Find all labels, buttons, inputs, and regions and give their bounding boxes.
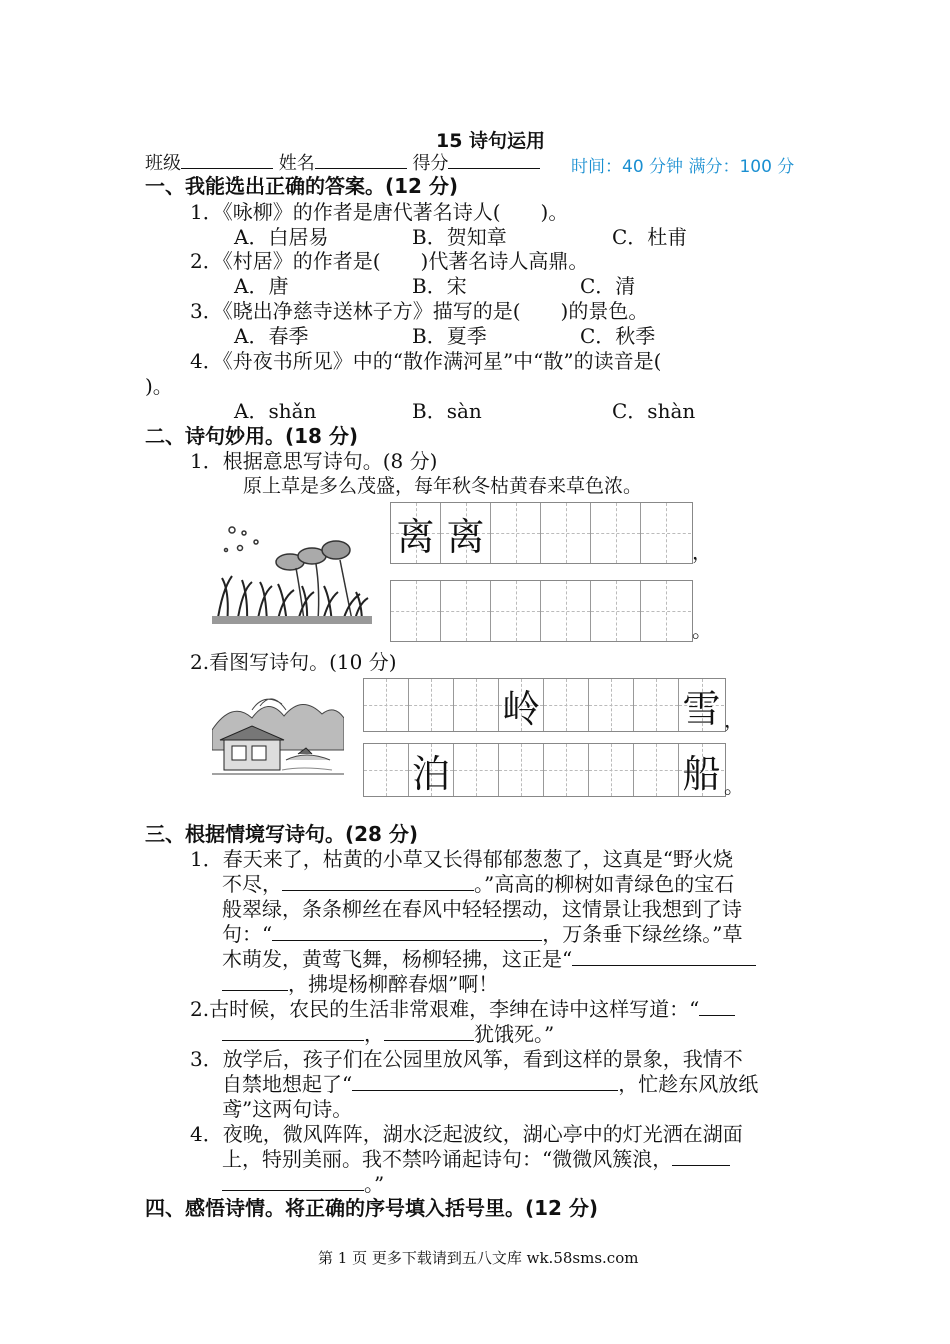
grass-illustration <box>212 520 372 624</box>
grid-cell[interactable] <box>679 744 724 796</box>
s3-q3-blank[interactable] <box>352 1072 618 1091</box>
grid-cell[interactable] <box>441 503 491 563</box>
grid-cell[interactable] <box>409 744 454 796</box>
section3-heading: 三、根据情境写诗句。(28 分) <box>145 822 419 846</box>
grid-cell[interactable] <box>454 744 499 796</box>
grid-char: 雪 <box>682 686 721 731</box>
s3-q1-blank3[interactable] <box>572 947 756 966</box>
page-footer: 第 1 页 更多下载请到五八文库 wk.58sms.com <box>318 1249 639 1267</box>
s3-q1-line2 <box>222 872 734 896</box>
poem-grid-row1[interactable] <box>390 502 693 564</box>
grid-cell[interactable] <box>591 503 641 563</box>
s3-q4-l3b: 。” <box>364 1172 385 1196</box>
section4-heading: 四、感悟诗情。将正确的序号填入括号里。(12 分) <box>145 1196 599 1220</box>
s3-q2-line1 <box>190 997 735 1021</box>
q4-option-a: A．shǎn <box>234 399 317 423</box>
q4-stem-line1: 4．《舟夜书所见》中的“散作满河星”中“散”的读音是( <box>190 349 662 373</box>
s3-q1-blank1[interactable] <box>282 872 474 891</box>
s3-q1-l5a: 木萌发，黄莺飞舞，杨柳轻拂，这正是“ <box>222 947 573 971</box>
section2-heading: 二、诗句妙用。(18 分) <box>145 424 359 448</box>
grid-cell[interactable] <box>634 679 679 731</box>
s3-q3-line2 <box>222 1072 758 1096</box>
header-row <box>145 150 540 176</box>
s3-q2-blank3[interactable] <box>384 1022 474 1041</box>
s3-q2-l2a: ， <box>364 1022 384 1046</box>
s3-q3-line3: 鸢”这两句诗。 <box>222 1097 353 1121</box>
s3-q2-l2b: 犹饿死。” <box>474 1022 555 1046</box>
grid2-comma: ， <box>724 708 744 732</box>
s3-q2-l1: 2.古时候，农民的生活非常艰难，李绅在诗中这样写道：“ <box>190 997 700 1021</box>
grid-cell[interactable] <box>391 503 441 563</box>
grid-char: 岭 <box>501 686 540 731</box>
s3-q4-line2 <box>222 1147 730 1171</box>
s3-q2-blank1[interactable] <box>699 997 735 1016</box>
s3-q4-l2a: 上，特别美丽。我不禁吟诵起诗句：“微微风簇浪， <box>222 1147 673 1171</box>
grid-cell[interactable] <box>364 679 409 731</box>
s3-q4-blank1[interactable] <box>672 1147 730 1166</box>
s3-q4-blank2[interactable] <box>222 1172 364 1191</box>
s2-q1-meaning: 原上草是多么茂盛，每年秋冬枯黄春来草色浓。 <box>243 475 643 497</box>
s3-q1-l2a: 不尽， <box>222 872 282 896</box>
picture-grid-row2[interactable] <box>363 743 726 797</box>
name-label: 姓名 <box>278 153 315 174</box>
grid-cell[interactable] <box>591 581 641 641</box>
grid1-period: 。 <box>692 618 712 642</box>
class-field[interactable] <box>181 150 273 169</box>
grid-cell[interactable] <box>544 744 589 796</box>
grid-cell[interactable] <box>544 679 589 731</box>
grid-cell[interactable] <box>541 581 591 641</box>
grid-char: 离 <box>396 514 435 559</box>
q2-stem: 2．《村居》的作者是( )代著名诗人高鼎。 <box>190 249 589 273</box>
grid-cell[interactable] <box>499 679 544 731</box>
s3-q3-l2b: ，忙趁东风放纸 <box>618 1072 759 1096</box>
grid-char: 船 <box>682 751 721 796</box>
grid-cell[interactable] <box>491 503 541 563</box>
name-field[interactable] <box>315 150 407 169</box>
grid-cell[interactable] <box>641 581 691 641</box>
q1-option-b: B．贺知章 <box>412 225 507 249</box>
grid-cell[interactable] <box>364 744 409 796</box>
s3-q1-l4a: 句：“ <box>222 922 273 946</box>
s3-q2-blank2[interactable] <box>222 1022 364 1041</box>
grid-cell[interactable] <box>641 503 691 563</box>
section1-heading: 一、我能选出正确的答案。(12 分) <box>145 174 459 198</box>
q2-option-b: B．宋 <box>412 274 467 298</box>
s3-q1-l4b: ，万条垂下绿丝绦。”草 <box>542 922 743 946</box>
class-label: 班级 <box>145 153 181 174</box>
s3-q1-blank2[interactable] <box>272 922 542 941</box>
s3-q1-l2b: 。”高高的柳树如青绿色的宝石 <box>474 872 735 896</box>
q4-option-c: C．shàn <box>612 399 696 423</box>
grid-cell[interactable] <box>409 679 454 731</box>
grid-char: 泊 <box>411 751 450 796</box>
grid-cell[interactable] <box>491 581 541 641</box>
s3-q4-line3 <box>222 1172 384 1196</box>
grid-cell[interactable] <box>634 744 679 796</box>
picture-grid-row1[interactable] <box>363 678 726 732</box>
q3-option-b: B．夏季 <box>412 324 487 348</box>
pavilion-lake-illustration <box>212 690 344 780</box>
grid-cell[interactable] <box>541 503 591 563</box>
q2-option-a: A．唐 <box>234 274 289 298</box>
s3-q2-line2 <box>222 1022 554 1046</box>
time-info: 时间：40 分钟 满分：100 分 <box>571 157 795 177</box>
score-field[interactable] <box>448 150 540 169</box>
s3-q1-line1: 1．春天来了，枯黄的小草又长得郁郁葱葱了，这真是“野火烧 <box>190 847 733 871</box>
page-title: 15 诗句运用 <box>436 130 546 152</box>
q4-option-b: B．sàn <box>412 399 482 423</box>
s3-q1-line6 <box>222 972 498 996</box>
grid2-period: 。 <box>724 774 744 798</box>
grid-cell[interactable] <box>454 679 499 731</box>
grid-cell[interactable] <box>679 679 724 731</box>
q3-stem: 3．《晓出净慈寺送林子方》描写的是( )的景色。 <box>190 299 649 323</box>
q2-option-c: C．清 <box>580 274 636 298</box>
s3-q1-l6b: ，拂堤杨柳醉春烟”啊！ <box>288 972 499 996</box>
grid-cell[interactable] <box>499 744 544 796</box>
grid-cell[interactable] <box>391 581 441 641</box>
score-label: 得分 <box>412 153 449 174</box>
q4-stem-line2: )。 <box>145 374 173 398</box>
s3-q1-line4 <box>222 922 742 946</box>
grid1-comma: ， <box>692 540 712 564</box>
s3-q1-line3: 般翠绿，条条柳丝在春风中轻轻摆动，这情景让我想到了诗 <box>222 897 742 921</box>
s3-q3-l2a: 自禁地想起了“ <box>222 1072 353 1096</box>
q3-option-c: C．秋季 <box>580 324 656 348</box>
grid-char: 离 <box>446 514 485 559</box>
q1-option-a: A．白居易 <box>234 225 329 249</box>
q1-option-c: C．杜甫 <box>612 225 688 249</box>
q3-option-a: A．春季 <box>234 324 309 348</box>
s3-q1-line5 <box>222 947 756 971</box>
s2-q2-label: 2.看图写诗句。(10 分) <box>190 650 397 674</box>
s3-q3-line1: 3．放学后，孩子们在公园里放风筝，看到这样的景象，我情不 <box>190 1047 743 1071</box>
poem-grid-row2[interactable] <box>390 580 693 642</box>
s2-q1-label: 1．根据意思写诗句。(8 分) <box>190 449 438 473</box>
q1-stem: 1．《咏柳》的作者是唐代著名诗人( )。 <box>190 200 569 224</box>
s3-q4-line1: 4．夜晚，微风阵阵，湖水泛起波纹，湖心亭中的灯光洒在湖面 <box>190 1122 743 1146</box>
grid-cell[interactable] <box>589 679 634 731</box>
s3-q1-blank4[interactable] <box>222 972 288 991</box>
grid-cell[interactable] <box>441 581 491 641</box>
grid-cell[interactable] <box>589 744 634 796</box>
